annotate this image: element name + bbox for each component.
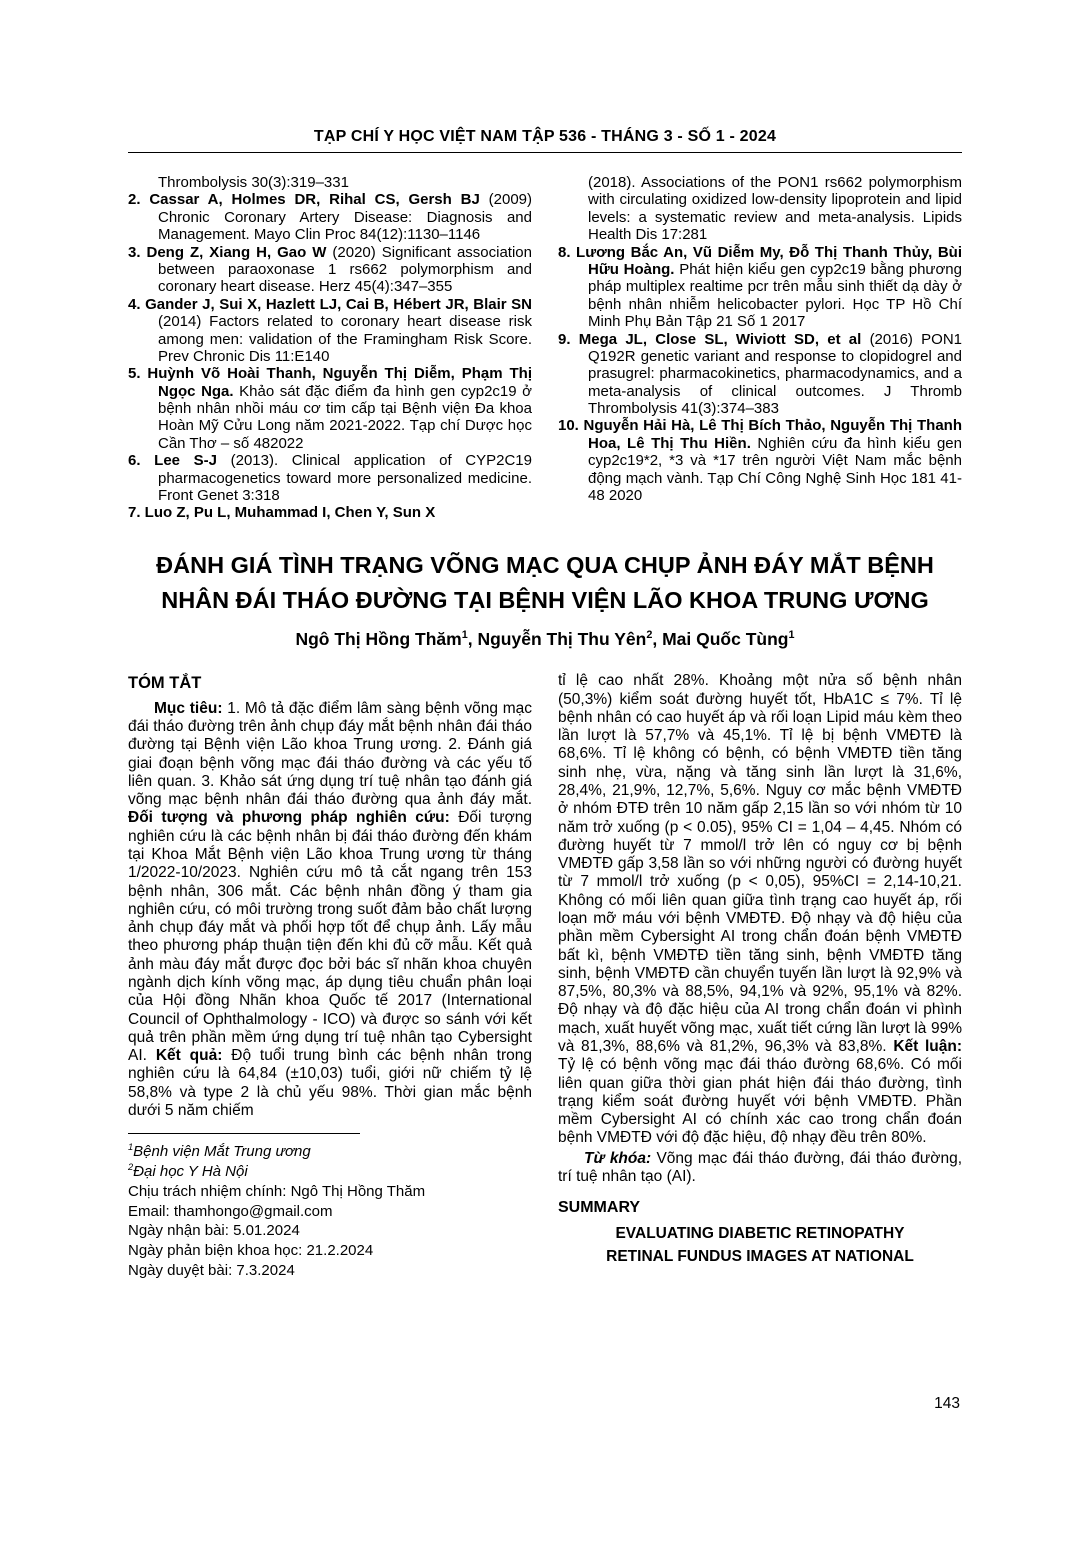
body-column-right: [558, 672, 962, 1281]
article-title: [128, 548, 962, 619]
footnote-affiliation-2: $^2$Đại học Y Hà Nội: [128, 1162, 248, 1181]
reference-item-6: 6. Lee S-J (2013). Clinical application of CYP2C19 pharmacogenetics toward more personalized medicine. Front Genet 3:318: [128, 452, 532, 505]
footnote-affiliation-1: $^1$Bệnh viện Mắt Trung ương: [128, 1142, 311, 1161]
footnote-email: Email: thamhongo@gmail.com: [128, 1202, 333, 1220]
summary-heading: SUMMARY: [558, 1199, 641, 1217]
summary-title: [558, 1222, 962, 1269]
body-column-left: [128, 672, 532, 1281]
reference-item-5: 5. Huỳnh Võ Hoài Thanh, Nguyễn Thị Diễm, Phạm Thị Ngọc Nga. Khảo sát đặc điểm đa hình gen cyp2c19 ở bệnh nhân nhồi máu cơ tim cấp tại Bệnh viện Đa khoa Hoàn Mỹ Cửu Long năm 2021-2022. Tạp chí Dược học Cần Thơ – số 482022: [128, 365, 532, 452]
reference-item-9: 9. Mega JL, Close SL, Wiviott SD, et al (2016) PON1 Q192R genetic variant and response to clopidogrel and prasugrel: pharmacokinetics, pharmacodynamics, and a meta-analysis of clinical outcomes. J Thromb Thrombolysis 41(3):374–383: [558, 330, 963, 418]
footnote-received-date: Ngày nhận bài: 5.01.2024: [128, 1222, 300, 1240]
reference-item-2: 2. Cassar A, Holmes DR, Rihal CS, Gersh BJ (2009) Chronic Coronary Artery Disease: Diagnosis and Management. Mayo Clin Proc 84(12):1130–1146: [128, 191, 532, 244]
references-column-left: [128, 174, 532, 522]
footnote-separator: [128, 1133, 360, 1134]
reference-item-3: 3. Deng Z, Xiang H, Gao W (2020) Significant association between paraoxonase 1 rs662 polymorphism and coronary heart disease. Herz 45(4):347–355: [128, 243, 532, 296]
article-body: [128, 672, 962, 1281]
article-title-line-2: NHÂN ĐÁI THÁO ĐƯỜNG TẠI BỆNH VIỆN LÃO KHOA TRUNG ƯƠNG: [161, 587, 929, 614]
footnotes-block: [128, 1133, 532, 1281]
footnote-corresponding-author: Chịu trách nhiệm chính: Ngô Thị Hồng Thăm: [128, 1182, 426, 1200]
abstract-paragraph-right: tỉ lệ cao nhất 28%. Khoảng một nửa số bệnh nhân (50,3%) kiểm soát đường huyết tốt, HbA1C ≤ 7%. Tỉ lệ bệnh nhân có cao huyết áp và rối loạn Lipid máu kèm theo lần lượt là 57,7% và 45,1%. Tỉ lệ bị bệnh VMĐTĐ là 68,6%. Tỉ lệ không có bệnh, có bệnh VMĐTĐ tiền tăng sinh nhẹ, vừa, nặng và tăng sinh lần lượt là 31,6%, 28,4%, 21,9%, 12,7%, 5,6%. Nguy cơ mắc bệnh VMĐTĐ ở nhóm ĐTĐ trên 10 năm gấp 2,15 lần so với nhóm từ 10 năm trở xuống (p < 0.05), 95% CI = 1,04 – 4,45. Nhóm có đường huyết từ 7 mmol/l trở lên có nguy cơ bị bệnh VMĐTĐ gấp 3,58 lần so với những người có đường huyết từ 7 mmol/l trở xuống (p < 0,05), 95%CI = 2,14-10,21. Không có mối liên quan giữa tình trạng cao huyết áp, rối loạn mỡ máu với bệnh VMĐTĐ. Độ nhạy và độ hiệu của phần mềm Cybersight AI trong chẩn đoán bệnh VMĐTĐ bất kì, bệnh VMĐTĐ tiền tăng sinh, bệnh VMĐTĐ tăng sinh, bệnh VMĐTĐ cần chuyển tuyến lần lượt là 92,9% và 87,5%, 80,3% và 88,5%, 94,1% và 92%, 95,1% và 82%. Độ nhạy và độ đặc hiệu của AI trong chẩn đoán vi phình mạch, xuất huyết võng mạc, xuất tiết cứng lần lượt là 99% và 81,3%, 88,6% và 81,2%, 96,3% và 83,8%. Kết luận: Tỷ lệ có bệnh võng mạc đái tháo đường 68,6%. Có mối liên quan giữa thời gian phát hiện đái tháo đường, tình trạng kiểm soát đường huyết với bệnh VMĐTĐ. Phần mềm Cybersight AI có chính xác cao trong chẩn đoán bệnh VMĐTĐ với độ đặc hiệu, độ nhạy đều trên 80%.: [558, 672, 963, 1147]
reference-item-7: 7. Luo Z, Pu L, Muhammad I, Chen Y, Sun X: [128, 504, 436, 522]
reference-continuation-1: Thrombolysis 30(3):319–331: [158, 174, 349, 191]
journal-header: [128, 128, 962, 153]
article-authors: Ngô Thị Hồng Thăm$^1$, Nguyễn Thị Thu Yên$^2$, Mai Quốc Tùng$^1$: [295, 629, 795, 650]
journal-title: TẠP CHÍ Y HỌC VIỆT NAM TẬP 536 - THÁNG 3 - SỐ 1 - 2024: [313, 128, 777, 145]
reference-item-4: 4. Gander J, Sui X, Hazlett LJ, Cai B, Hébert JR, Blair SN (2014) Factors related to coronary heart disease risk among men: validation of the Framingham Risk Score. Prev Chronic Dis 11:E140: [128, 295, 532, 365]
keywords-paragraph: Từ khóa: Võng mạc đái tháo đường, đái tháo đường, trí tuệ nhân tạo (AI).: [558, 1149, 963, 1185]
summary-title-line-2: RETINAL FUNDUS IMAGES AT NATIONAL: [606, 1248, 914, 1266]
reference-continuation-7: (2018). Associations of the PON1 rs662 polymorphism with circulating oxidized low-density lipoprotein and lipid levels: a systematic review and meta-analysis. Lipids Health Dis 17:281: [588, 174, 962, 244]
page-number: 143: [934, 1395, 960, 1412]
footnote-review-date: Ngày phản biện khoa học: 21.2.2024: [128, 1242, 374, 1260]
abstract-paragraph-left: Mục tiêu: 1. Mô tả đặc điểm lâm sàng bệnh võng mạc đái tháo đường trên ảnh chụp đáy mắt bệnh nhân đái tháo đường tại Bệnh viện Lão khoa Trung ương. 2. Đánh giá giai đoạn bệnh võng mạc đái tháo đường và các yếu tố liên quan. 3. Khảo sát ứng dụng trí tuệ nhân tạo đánh giá võng mạc bệnh nhân đái tháo đường qua ảnh đáy mắt. Đối tượng và phương pháp nghiên cứu: Đối tượng nghiên cứu là các bệnh nhân bị đái tháo đường đến khám tại Khoa Mắt Bệnh viện Lão khoa Trung ương từ tháng 1/2022-10/2023. Nghiên cứu mô tả cắt ngang trên 153 bệnh nhân, 306 mắt. Các bệnh nhân đồng ý tham gia nghiên cứu, có môi trường trong suốt đảm bảo chất lượng ảnh chụp đáy mắt và phối hợp tốt để chụp ảnh. Lấy mẫu theo phương pháp thuận tiện đến khi đủ cỡ mẫu. Kết quả ảnh màu đáy mắt được đọc bởi bác sĩ nhãn khoa chuyên ngành dịch kính võng mạc, áp dụng tiêu chuẩn phân loại của Hội đồng Nhãn khoa Quốc tế 2017 (International Council of Ophthalmology - ICO) và được so sánh với kết quả trên phần mềm ứng dụng trí tuệ nhân tạo Cybersight AI. Kết quả: Độ tuổi trung bình các bệnh nhân trong nghiên cứu là 64,84 (±10,03) tuổi, giới nữ chiếm tỷ lệ 58,8% và type 2 là chủ yếu 98%. Thời gian mắc bệnh dưới 5 năm chiếm: [128, 699, 533, 1119]
abstract-heading: TÓM TẮT: [128, 674, 202, 693]
summary-title-line-1: EVALUATING DIABETIC RETINOPATHY: [615, 1225, 905, 1243]
references-column-right: [558, 174, 962, 522]
reference-item-10: 10. Nguyễn Hải Hà, Lê Thị Bích Thảo, Nguyễn Thị Thanh Hoa, Lê Thị Thu Hiền. Nghiên cứu đa hình kiểu gen cyp2c19*2, *3 và *17 trên người Việt Nam mắc bệnh động mạch vành. Tạp Chí Công Nghệ Sinh Học 181 41-48 2020: [558, 417, 962, 505]
reference-item-8: 8. Lương Bắc An, Vũ Diễm My, Đỗ Thị Thanh Thủy, Bùi Hữu Hoàng. Phát hiện kiểu gen cyp2c19 bằng phương pháp multiplex realtime pcr trên mẫu sinh thiết dạ dày ở bệnh nhân nhiễm helicobacter pylori. Học TP Hồ Chí Minh Phụ Bản Tập 21 Số 1 2017: [558, 243, 962, 331]
footnote-accepted-date: Ngày duyệt bài: 7.3.2024: [128, 1262, 295, 1280]
article-title-line-1: ĐÁNH GIÁ TÌNH TRẠNG VÕNG MẠC QUA CHỤP ẢNH ĐÁY MẮT BỆNH: [156, 551, 934, 578]
references-section: [128, 174, 962, 522]
